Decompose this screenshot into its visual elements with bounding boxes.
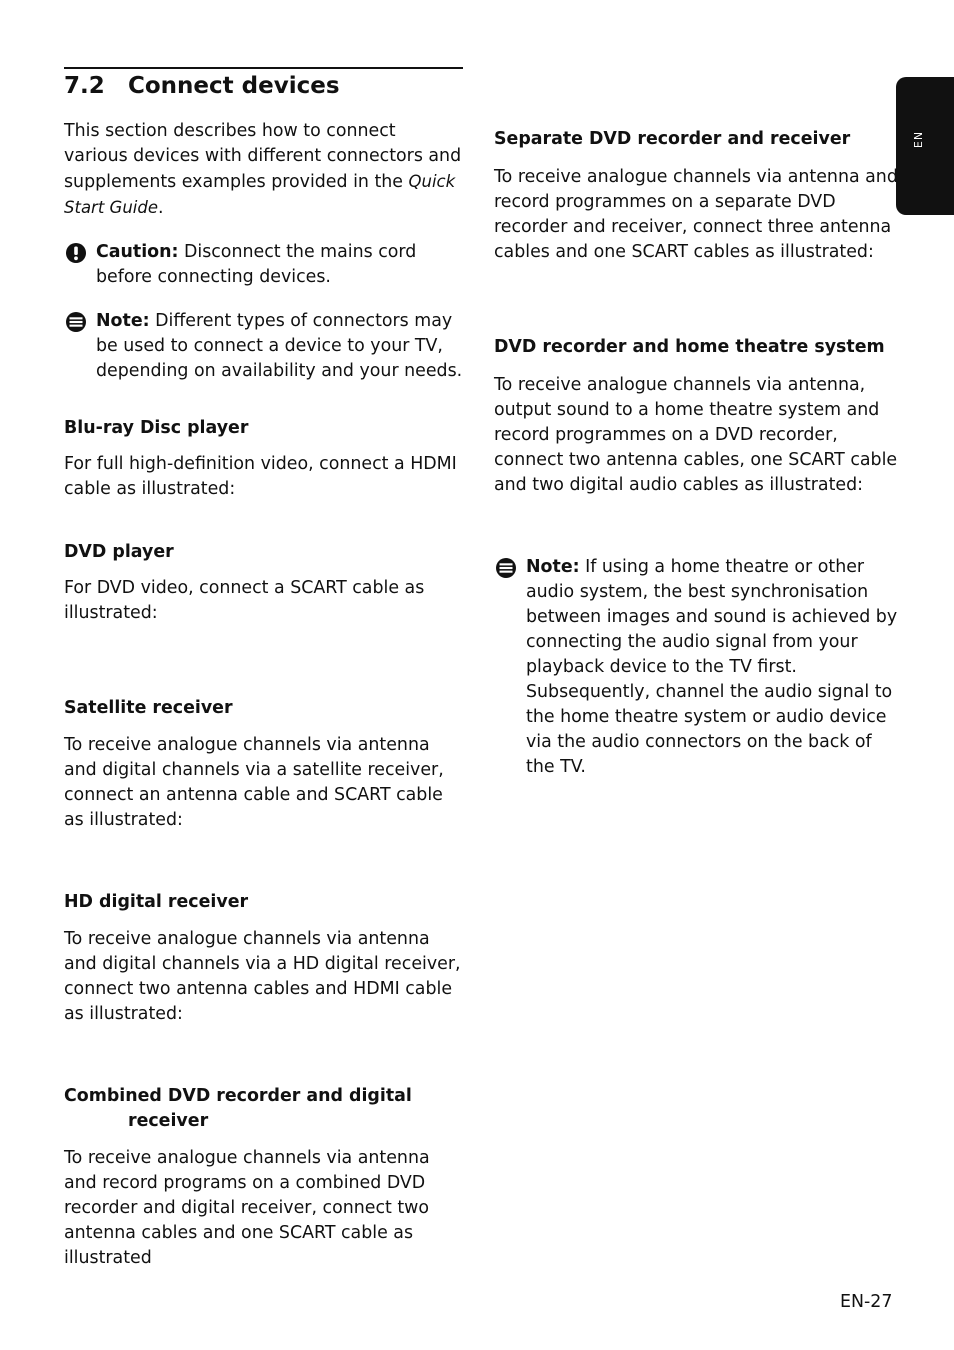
bluray-body: For full high-definition video, connect a HDMI cable as illustrated:	[64, 454, 457, 499]
note-text: If using a home theatre or other audio system, the best synchronisation between images and sound is achieved by connecting the audio signal from your playback device to the TV first. Subsequently, channel the audio signal to the home theatre system or audio device via the audio connectors on the back of the TV.	[526, 557, 898, 777]
caution-text: Disconnect the mains cord before connecting devices.	[96, 242, 417, 287]
separate-body: To receive analogue channels via antenna and record programmes on a separate DVD recorder and receiver, connect three antenna cables and one SCART cables as illustrated:	[494, 167, 898, 262]
note-sync-callout	[494, 555, 899, 780]
intro-text-end: .	[158, 198, 164, 218]
home-theatre-body: To receive analogue channels via antenna, output sound to a home theatre system and record programmes on a DVD recorder, connect two antenna cables, one SCART cable and two digital audio cables as illustrated:	[494, 375, 898, 495]
language-tab-label: EN	[912, 130, 926, 149]
note-label: Note:	[526, 557, 580, 577]
exclamation-icon	[66, 243, 86, 263]
left-column	[64, 119, 464, 1271]
right-column	[494, 127, 899, 780]
hd-receiver-heading: HD digital receiver	[64, 892, 249, 912]
section-number: 7.2	[64, 73, 105, 99]
caution-callout	[64, 240, 464, 290]
note-connectors-callout	[64, 309, 464, 384]
home-theatre-heading: DVD recorder and home theatre system	[494, 337, 885, 357]
separate-heading: Separate DVD recorder and receiver	[494, 129, 851, 149]
intro-text: This section describes how to connect various devices with different connectors and supplements examples provided in the	[64, 121, 462, 192]
caution-label: Caution:	[96, 242, 179, 262]
satellite-heading: Satellite receiver	[64, 698, 233, 718]
section-title: Connect devices	[128, 73, 340, 99]
note-icon	[66, 312, 86, 332]
quick-start-guide-ref: Quick Start Guide	[64, 172, 456, 217]
note-icon	[496, 558, 516, 578]
section-heading	[64, 70, 340, 102]
satellite-body: To receive analogue channels via antenna and digital channels via a satellite receiver, connect an antenna cable and SCART cable as illustrated:	[64, 735, 444, 830]
intro-paragraph	[64, 119, 464, 221]
language-tab	[896, 77, 954, 215]
dvd-heading: DVD player	[64, 542, 174, 562]
dvd-body: For DVD video, connect a SCART cable as illustrated:	[64, 578, 425, 623]
note-label: Note:	[96, 311, 150, 331]
section-rule	[64, 67, 463, 69]
combined-heading: Combined DVD recorder and digital receiver	[64, 1086, 412, 1131]
note-text: Different types of connectors may be used to connect a device to your TV, depending on availability and your needs.	[96, 311, 463, 381]
combined-body: To receive analogue channels via antenna and record programs on a combined DVD recorder and digital receiver, connect two antenna cables and one SCART cable as illustrated	[64, 1148, 430, 1268]
hd-receiver-body: To receive analogue channels via antenna and digital channels via a HD digital receiver, connect two antenna cables and HDMI cable as illustrated:	[64, 929, 461, 1024]
page-number: EN-27	[840, 1292, 893, 1312]
bluray-heading: Blu-ray Disc player	[64, 418, 249, 438]
